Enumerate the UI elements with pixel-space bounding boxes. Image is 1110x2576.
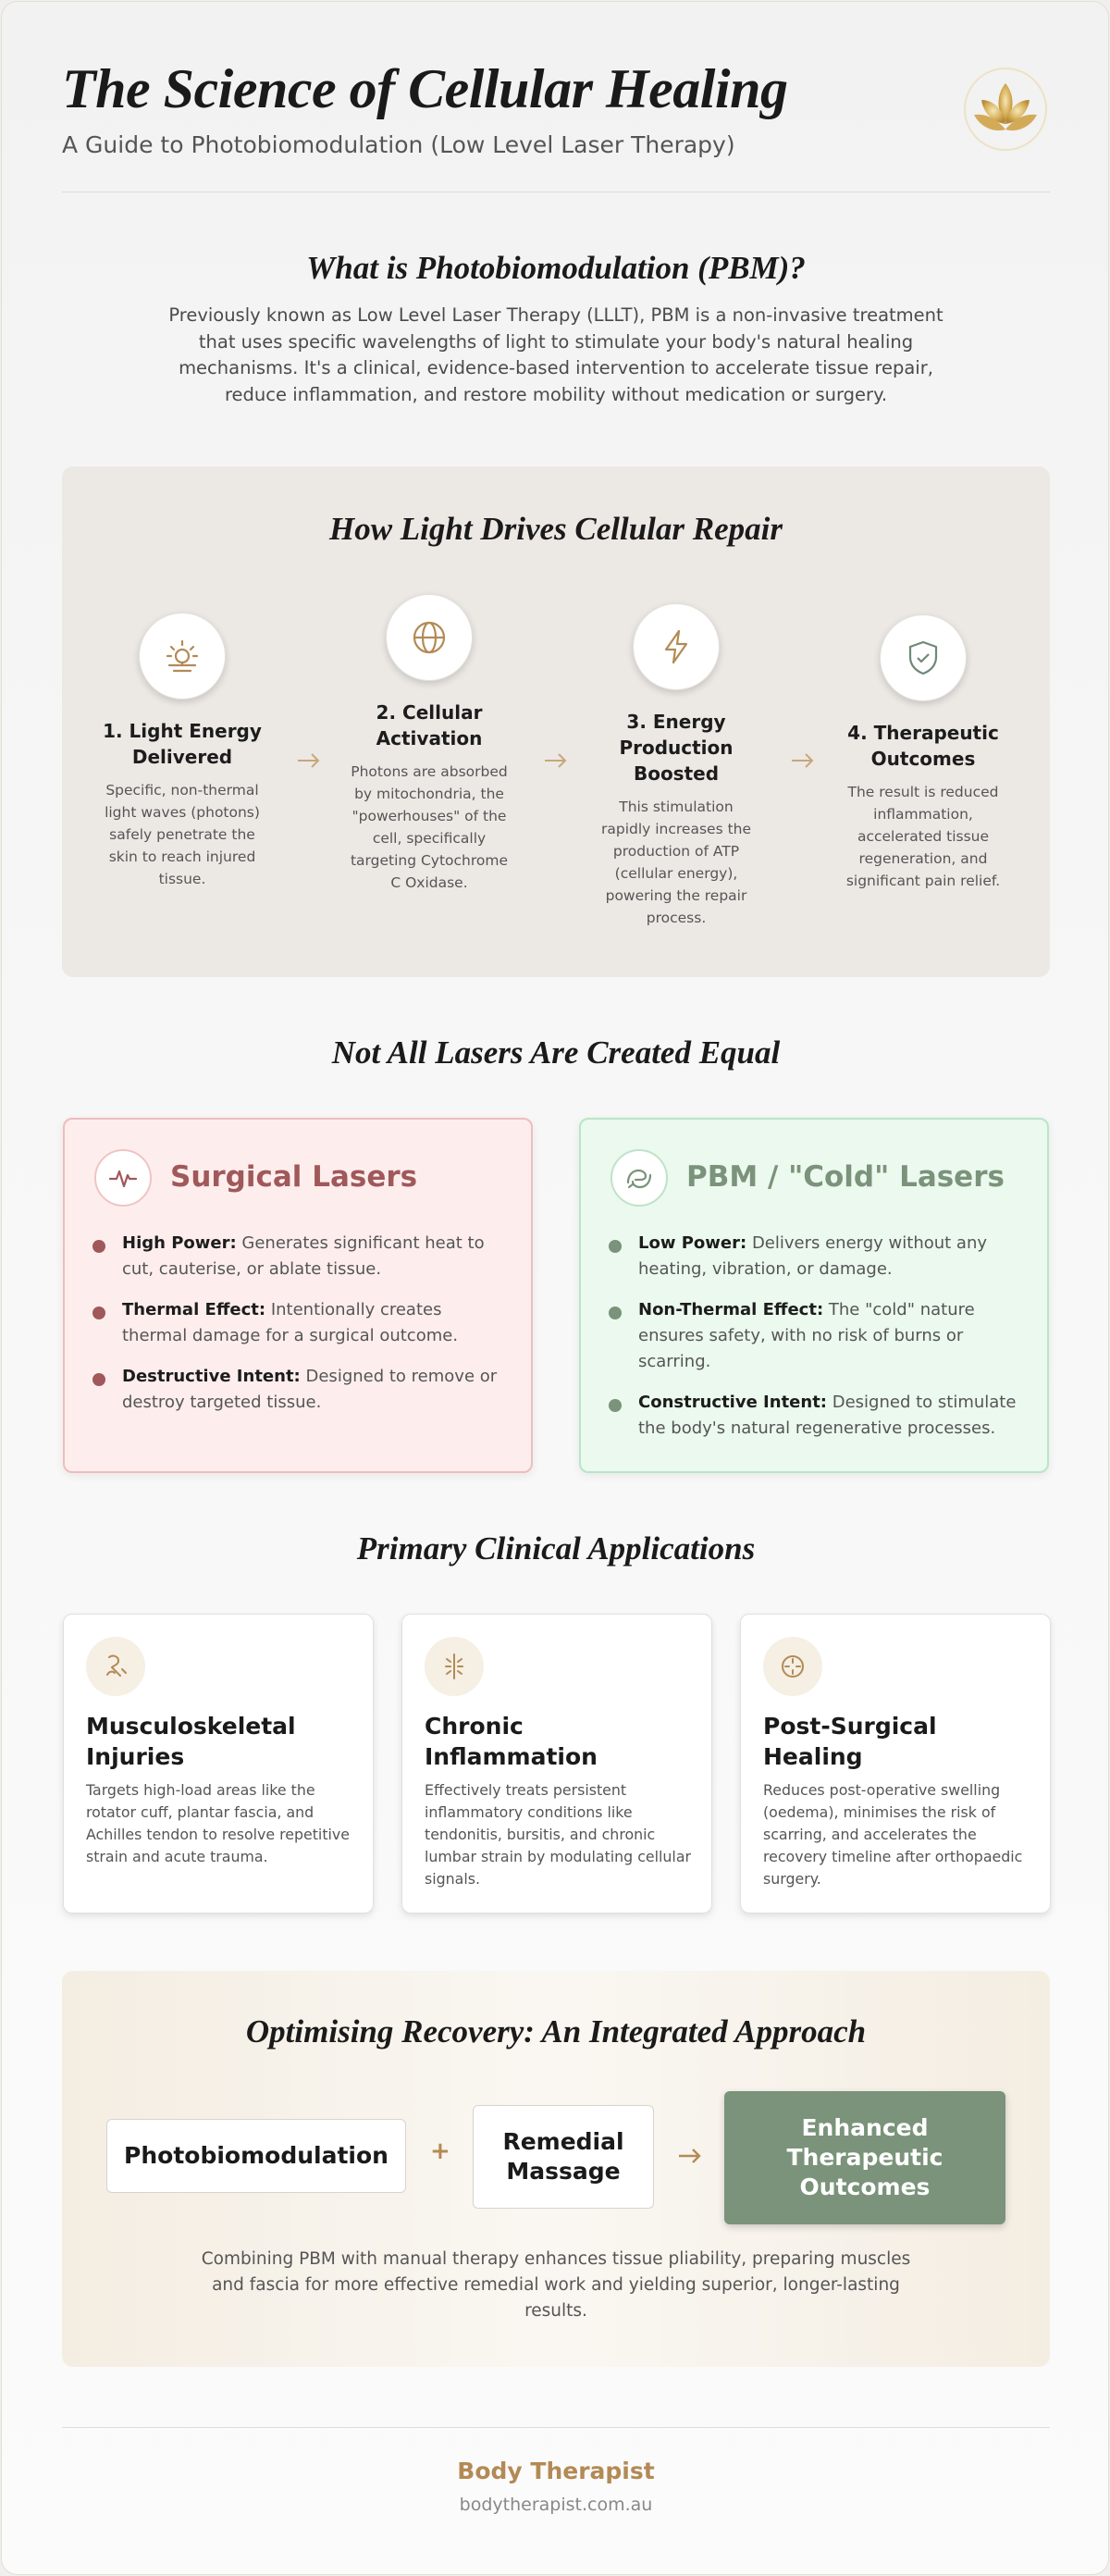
step-title: 2. Cellular Activation xyxy=(376,701,483,749)
application-card xyxy=(63,1614,374,1913)
pbm-pill: Photobiomodulation xyxy=(106,2119,406,2193)
header xyxy=(62,57,1050,192)
step-title: 1. Light Energy Delivered xyxy=(103,720,262,768)
pbm-point: Constructive Intent: Designed to stimulate the body's natural regenerative processes. xyxy=(609,1390,1021,1442)
pulse-wave-icon xyxy=(94,1149,152,1207)
integrated-heading: Optimising Recovery: An Integrated Approach xyxy=(245,2013,867,2050)
intro-heading: What is Photobiomodulation (PBM)? xyxy=(306,250,806,286)
integrated-description: Combining PBM with manual therapy enhances tissue pliability, preparing muscles and fascia for more effective remedial work and yielding superior, longer-lasting results. xyxy=(201,2249,911,2321)
lasers-heading: Not All Lasers Are Created Equal xyxy=(331,1034,781,1071)
surgical-point: High Power: Generates significant heat to cut, cauterise, or ablate tissue. xyxy=(92,1231,505,1282)
arrow-right-icon xyxy=(676,2147,704,2165)
integrated-section xyxy=(62,1971,1050,2367)
application-title: Post-Surgical Healing xyxy=(763,1713,937,1770)
surgical-lasers-card xyxy=(63,1118,533,1473)
lotus-logo-icon xyxy=(961,65,1050,154)
pbm-point: Non-Thermal Effect: The "cold" nature ensures safety, with no risk of burns or scarring. xyxy=(609,1297,1021,1375)
step-description: Specific, non-thermal light waves (photons) safely penetrate the skin to reach injured tissue. xyxy=(105,782,260,887)
process-step xyxy=(840,614,1006,892)
globe-cell-icon xyxy=(386,594,473,681)
arrow-right-icon xyxy=(542,751,570,770)
pbm-lasers-title: PBM / "Cold" Lasers xyxy=(686,1160,1005,1194)
application-description: Targets high-load areas like the rotator cuff, plantar fascia, and Achilles tendon to resolve repetitive strain and acute trauma. xyxy=(86,1781,350,1865)
application-title: Musculoskeletal Injuries xyxy=(86,1713,296,1770)
surgical-point: Thermal Effect: Intentionally creates thermal damage for a surgical outcome. xyxy=(92,1297,505,1349)
surgical-lasers-title: Surgical Lasers xyxy=(170,1160,418,1194)
page-subtitle: A Guide to Photobiomodulation (Low Level Laser Therapy) xyxy=(62,131,735,158)
massage-pill: Remedial Massage xyxy=(473,2105,654,2209)
footer-brand: Body Therapist xyxy=(457,2458,655,2484)
step-title: 3. Energy Production Boosted xyxy=(619,711,734,785)
process-heading: How Light Drives Cellular Repair xyxy=(328,511,783,547)
footer-url[interactable]: bodytherapist.com.au xyxy=(459,2495,653,2515)
applications-heading: Primary Clinical Applications xyxy=(356,1530,756,1567)
arrow-right-icon xyxy=(789,751,817,770)
arrow-right-icon xyxy=(295,751,323,770)
step-description: Photons are absorbed by mitochondria, the "powerhouses" of the cell, specifically targeting Cytochrome C Oxidase. xyxy=(350,763,509,891)
application-title: Chronic Inflammation xyxy=(425,1713,598,1770)
process-step xyxy=(99,613,265,890)
process-step xyxy=(593,603,759,929)
spine-icon xyxy=(425,1637,484,1696)
step-description: This stimulation rapidly increases the production of ATP (cellular energy), powering the repair process. xyxy=(600,799,752,926)
application-description: Reduces post-operative swelling (oedema), minimises the risk of scarring, and accelerates the recovery timeline after orthopaedic surgery. xyxy=(763,1781,1023,1888)
process-step xyxy=(346,594,512,894)
footer-divider xyxy=(62,2427,1050,2428)
plus-sign: + xyxy=(430,2137,450,2165)
surgical-point: Destructive Intent: Designed to remove or destroy targeted tissue. xyxy=(92,1364,505,1416)
application-description: Effectively treats persistent inflammatory conditions like tendonitis, bursitis, and chronic lumbar strain by modulating cellular signals. xyxy=(425,1781,691,1888)
lightning-bolt-icon xyxy=(633,603,720,690)
pbm-point: Low Power: Delivers energy without any heating, vibration, or damage. xyxy=(609,1231,1021,1282)
sunrise-light-icon xyxy=(139,613,226,700)
hands-care-icon xyxy=(610,1149,668,1207)
bone-joint-icon xyxy=(86,1637,145,1696)
target-heal-icon xyxy=(763,1637,822,1696)
outcome-pill: Enhanced Therapeutic Outcomes xyxy=(724,2091,1005,2224)
step-title: 4. Therapeutic Outcomes xyxy=(847,722,999,770)
infographic-page xyxy=(1,1,1109,2575)
application-card xyxy=(401,1614,712,1913)
shield-check-icon xyxy=(880,614,967,701)
step-description: The result is reduced inflammation, accelerated tissue regeneration, and significant pain relief. xyxy=(845,784,1001,889)
intro-text: Previously known as Low Level Laser Therapy (LLLT), PBM is a non-invasive treatment that uses specific wavelengths of light to stimulate your body's natural healing mechanisms. It's a clinical, evidence-based intervention to accelerate tissue repair, reduce inflammation, and restore mobility without medication or surgery. xyxy=(168,304,944,405)
pbm-lasers-card xyxy=(579,1118,1049,1473)
page-title: The Science of Cellular Healing xyxy=(62,58,788,119)
application-card xyxy=(740,1614,1051,1913)
process-section xyxy=(62,466,1050,977)
